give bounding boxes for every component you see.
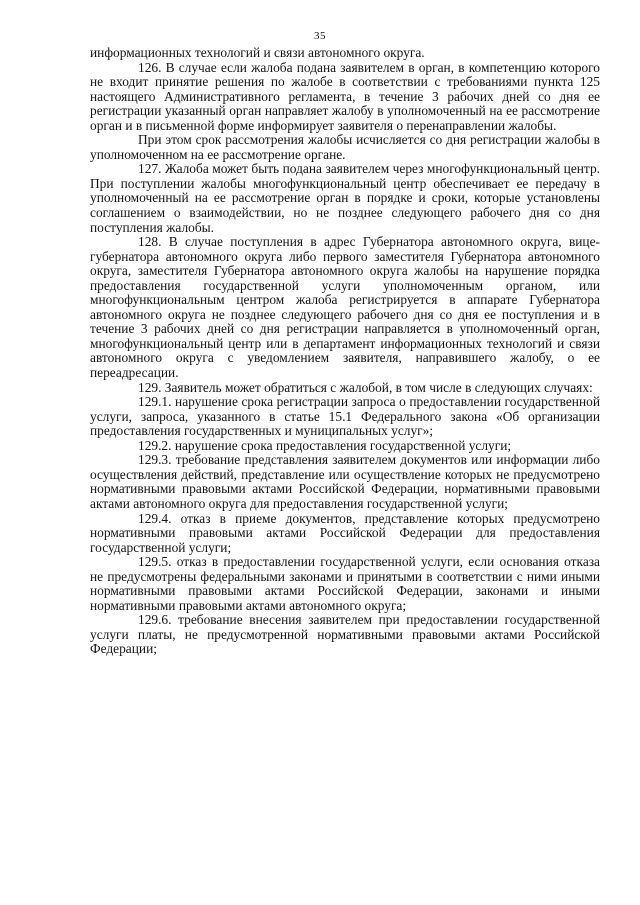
document-body: [90, 46, 600, 657]
paragraph-continuation: информационных технологий и связи автономного округа.: [90, 45, 425, 60]
paragraph-129: 129. Заявитель может обратиться с жалобой, в том числе в следующих случаях:: [138, 379, 593, 395]
paragraph-129-6: 129.6. требование внесения заявителем при предоставлении государственной услуги платы, не предусмотренной нормативными правовыми актами Российской Федерации;: [90, 612, 600, 657]
paragraph-129-1: 129.1. нарушение срока регистрации запроса о предоставлении государственной услуги, запроса, указанного в статье 15.1 Федерального закона «Об организации предоставления государственных и муниципальных услуг»;: [90, 394, 600, 439]
paragraph-126-note: При этом срок рассмотрения жалобы исчисляется со дня регистрации жалобы в уполномоченном на ее рассмотрение органе.: [90, 132, 600, 162]
paragraph-129-3: 129.3. требование представления заявителем документов или информации либо осуществления действий, представление или осуществление которых не предусмотрено нормативными правовыми актами Российской Федерации, нормативными правовыми актами автономного округа для предоставления государственной услуги;: [90, 452, 600, 511]
paragraph-129-2: 129.2. нарушение срока предоставления государственной услуги;: [138, 437, 512, 453]
page-number: 35: [314, 30, 326, 42]
paragraph-128: 128. В случае поступления в адрес Губернатора автономного округа, вице-губернатора автономного округа либо первого заместителя Губернатора автономного округа, заместителя Губернатора автономного округа жалобы на нарушение порядка предоставления государственной услуги уполномоченным органом, или многофункциональным центром жалоба регистрируется в аппарате Губернатора автономного округа не позднее следующего рабочего дня со дня ее поступления и в течение 3 рабочих дней со дня регистрации направляется в уполномоченный орган, многофункциональный центр или в департамент информационных технологий и связи автономного округа с уведомлением заявителя, направившего жалобу, о ее переадресации.: [90, 234, 600, 381]
paragraph-129-4: 129.4. отказ в приеме документов, представление которых предусмотрено нормативными правовыми актами Российской Федерации для предоставления государственной услуги;: [90, 510, 600, 555]
paragraph-129-5: 129.5. отказ в предоставлении государственной услуги, если основания отказа не предусмотрены федеральными законами и принятыми в соответствии с ними иными нормативными правовыми актами Российской Федерации, законами и иными нормативными правовыми актами автономного округа;: [90, 554, 600, 613]
paragraph-127: 127. Жалоба может быть подана заявителем через многофункциональный центр. При поступлении жалобы многофункциональный центр обеспечивает ее передачу в уполномоченный на ее рассмотрение орган в порядке и сроки, которые установлены соглашением о взаимодействии, но не позднее следующего рабочего дня со дня поступления жалобы.: [90, 161, 600, 235]
paragraph-126: 126. В случае если жалоба подана заявителем в орган, в компетенцию которого не входит принятие решения по жалобе в соответствии с требованиями пункта 125 настоящего Административного регламента, в течение 3 рабочих дней со дня ее регистрации указанный орган направляет жалобу в уполномоченный на ее рассмотрение орган и в письменной форме информирует заявителя о перенаправлении жалобы.: [90, 59, 600, 133]
